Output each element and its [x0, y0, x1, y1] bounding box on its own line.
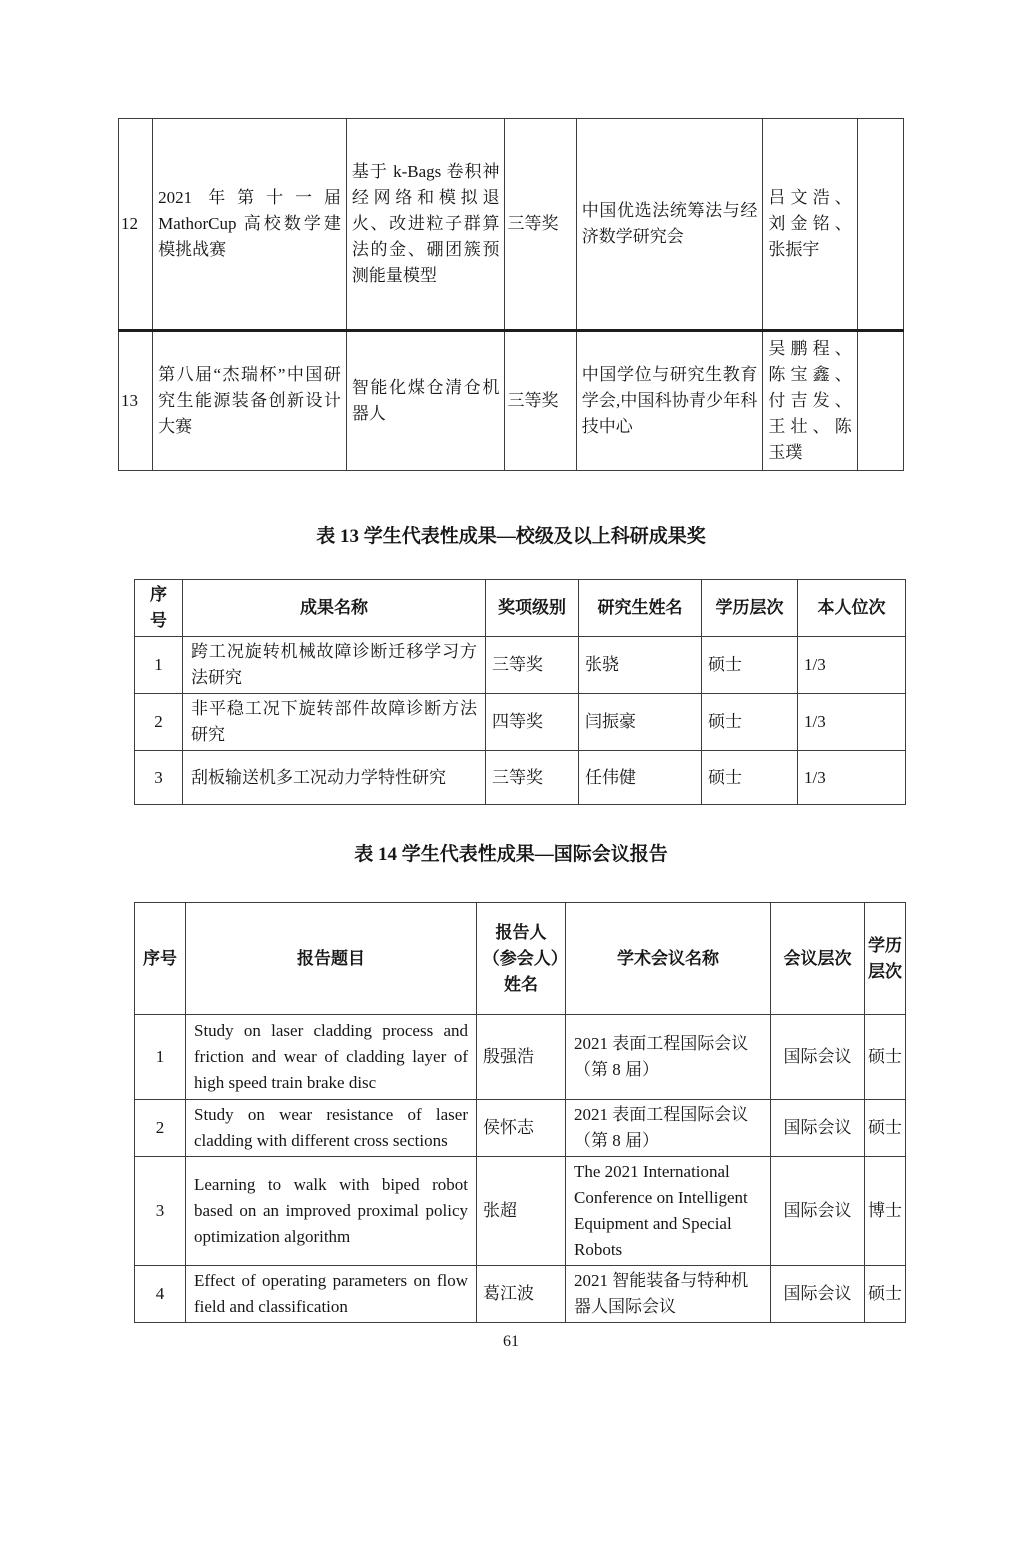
conference-level: 国际会议: [771, 1157, 865, 1266]
table-row: [119, 119, 904, 331]
row-index: 4: [135, 1266, 186, 1323]
table13-title: 表 13 学生代表性成果—校级及以上科研成果奖: [316, 526, 706, 547]
student-name: 闫振豪: [579, 694, 702, 751]
row-index: 1: [135, 637, 183, 694]
degree-level: 硕士: [702, 694, 798, 751]
row-index: 12: [119, 119, 153, 331]
table-row: [135, 637, 906, 694]
team-members: 吴鹏程、陈宝鑫、付吉发、王壮、陈玉璞: [763, 331, 857, 471]
award-level: 三等奖: [486, 637, 579, 694]
col-header-award-level: 奖项级别: [486, 580, 579, 637]
table-row: [135, 694, 906, 751]
conference-level: 国际会议: [771, 1266, 865, 1323]
achievement-name: 刮板输送机多工况动力学特性研究: [183, 751, 486, 805]
degree-level: 硕士: [865, 1100, 906, 1157]
achievement-name: 跨工况旋转机械故障诊断迁移学习方法研究: [183, 637, 486, 694]
competition-name: 第八届“杰瑞杯”中国研究生能源装备创新设计大赛: [153, 331, 347, 471]
empty-cell: [857, 331, 903, 471]
conference-name: 2021 智能装备与特种机器人国际会议: [566, 1266, 771, 1323]
empty-cell: [857, 119, 903, 331]
presenter-name: 殷强浩: [477, 1015, 566, 1100]
research-awards-table: [134, 579, 906, 805]
conference-level: 国际会议: [771, 1015, 865, 1100]
report-title: Learning to walk with biped robot based on an improved proximal policy optimization algorithm: [186, 1157, 477, 1266]
report-title: Study on wear resistance of laser cladding with different cross sections: [186, 1100, 477, 1157]
table-row: [135, 1266, 906, 1323]
row-index: 13: [119, 331, 153, 471]
personal-rank: 1/3: [798, 751, 906, 805]
row-index: 2: [135, 694, 183, 751]
student-name: 任伟健: [579, 751, 702, 805]
table-row: [119, 331, 904, 471]
degree-level: 硕士: [702, 637, 798, 694]
row-index: 3: [135, 751, 183, 805]
document-page: [0, 118, 1024, 1566]
organizer: 中国优选法统筹法与经济数学研究会: [576, 119, 763, 331]
degree-level: 硕士: [702, 751, 798, 805]
row-index: 1: [135, 1015, 186, 1100]
conference-level: 国际会议: [771, 1100, 865, 1157]
conference-name: 2021 表面工程国际会议（第 8 届）: [566, 1100, 771, 1157]
col-header-presenter-name: 报告人（参会人）姓名: [477, 903, 566, 1015]
team-members: 吕文浩、刘金铭、张振宇: [763, 119, 857, 331]
personal-rank: 1/3: [798, 694, 906, 751]
competition-name: 2021 年第十一届 MathorCup 高校数学建模挑战赛: [153, 119, 347, 331]
col-header-achievement-name: 成果名称: [183, 580, 486, 637]
conference-reports-table: [134, 902, 906, 1323]
presenter-name: 张超: [477, 1157, 566, 1266]
presenter-name: 侯怀志: [477, 1100, 566, 1157]
award-level: 三等奖: [505, 331, 576, 471]
row-index: 3: [135, 1157, 186, 1266]
table-row: [135, 751, 906, 805]
award-level: 三等奖: [505, 119, 576, 331]
col-header-personal-rank: 本人位次: [798, 580, 906, 637]
report-title: Effect of operating parameters on flow field and classification: [186, 1266, 477, 1323]
student-name: 张骁: [579, 637, 702, 694]
work-title: 基于 k-Bags 卷积神经网络和模拟退火、改进粒子群算法的金、硼团簇预测能量模型: [346, 119, 505, 331]
conference-name: The 2021 International Conference on Intelligent Equipment and Special Robots: [566, 1157, 771, 1266]
achievement-name: 非平稳工况下旋转部件故障诊断方法研究: [183, 694, 486, 751]
work-title: 智能化煤仓清仓机器人: [346, 331, 505, 471]
row-index: 2: [135, 1100, 186, 1157]
conference-name: 2021 表面工程国际会议（第 8 届）: [566, 1015, 771, 1100]
col-header-degree-level: 学历层次: [865, 903, 906, 1015]
col-header-index: 序号: [135, 903, 186, 1015]
degree-level: 硕士: [865, 1266, 906, 1323]
col-header-conference-level: 会议层次: [771, 903, 865, 1015]
degree-level: 博士: [865, 1157, 906, 1266]
table-header-row: [135, 903, 906, 1015]
presenter-name: 葛江波: [477, 1266, 566, 1323]
degree-level: 硕士: [865, 1015, 906, 1100]
col-header-student-name: 研究生姓名: [579, 580, 702, 637]
col-header-report-title: 报告题目: [186, 903, 477, 1015]
col-header-conference-name: 学术会议名称: [566, 903, 771, 1015]
organizer: 中国学位与研究生教育学会,中国科协青少年科技中心: [576, 331, 763, 471]
table-row: [135, 1157, 906, 1266]
table-header-row: [135, 580, 906, 637]
page-number: 61: [503, 1333, 519, 1350]
table-row: [135, 1015, 906, 1100]
table-row: [135, 1100, 906, 1157]
award-level: 三等奖: [486, 751, 579, 805]
report-title: Study on laser cladding process and friction and wear of cladding layer of high speed train brake disc: [186, 1015, 477, 1100]
award-level: 四等奖: [486, 694, 579, 751]
col-header-degree-level: 学历层次: [702, 580, 798, 637]
col-header-index: 序号: [135, 580, 183, 637]
awards-continuation-table: [118, 118, 904, 471]
personal-rank: 1/3: [798, 637, 906, 694]
table14-title: 表 14 学生代表性成果—国际会议报告: [354, 844, 668, 865]
